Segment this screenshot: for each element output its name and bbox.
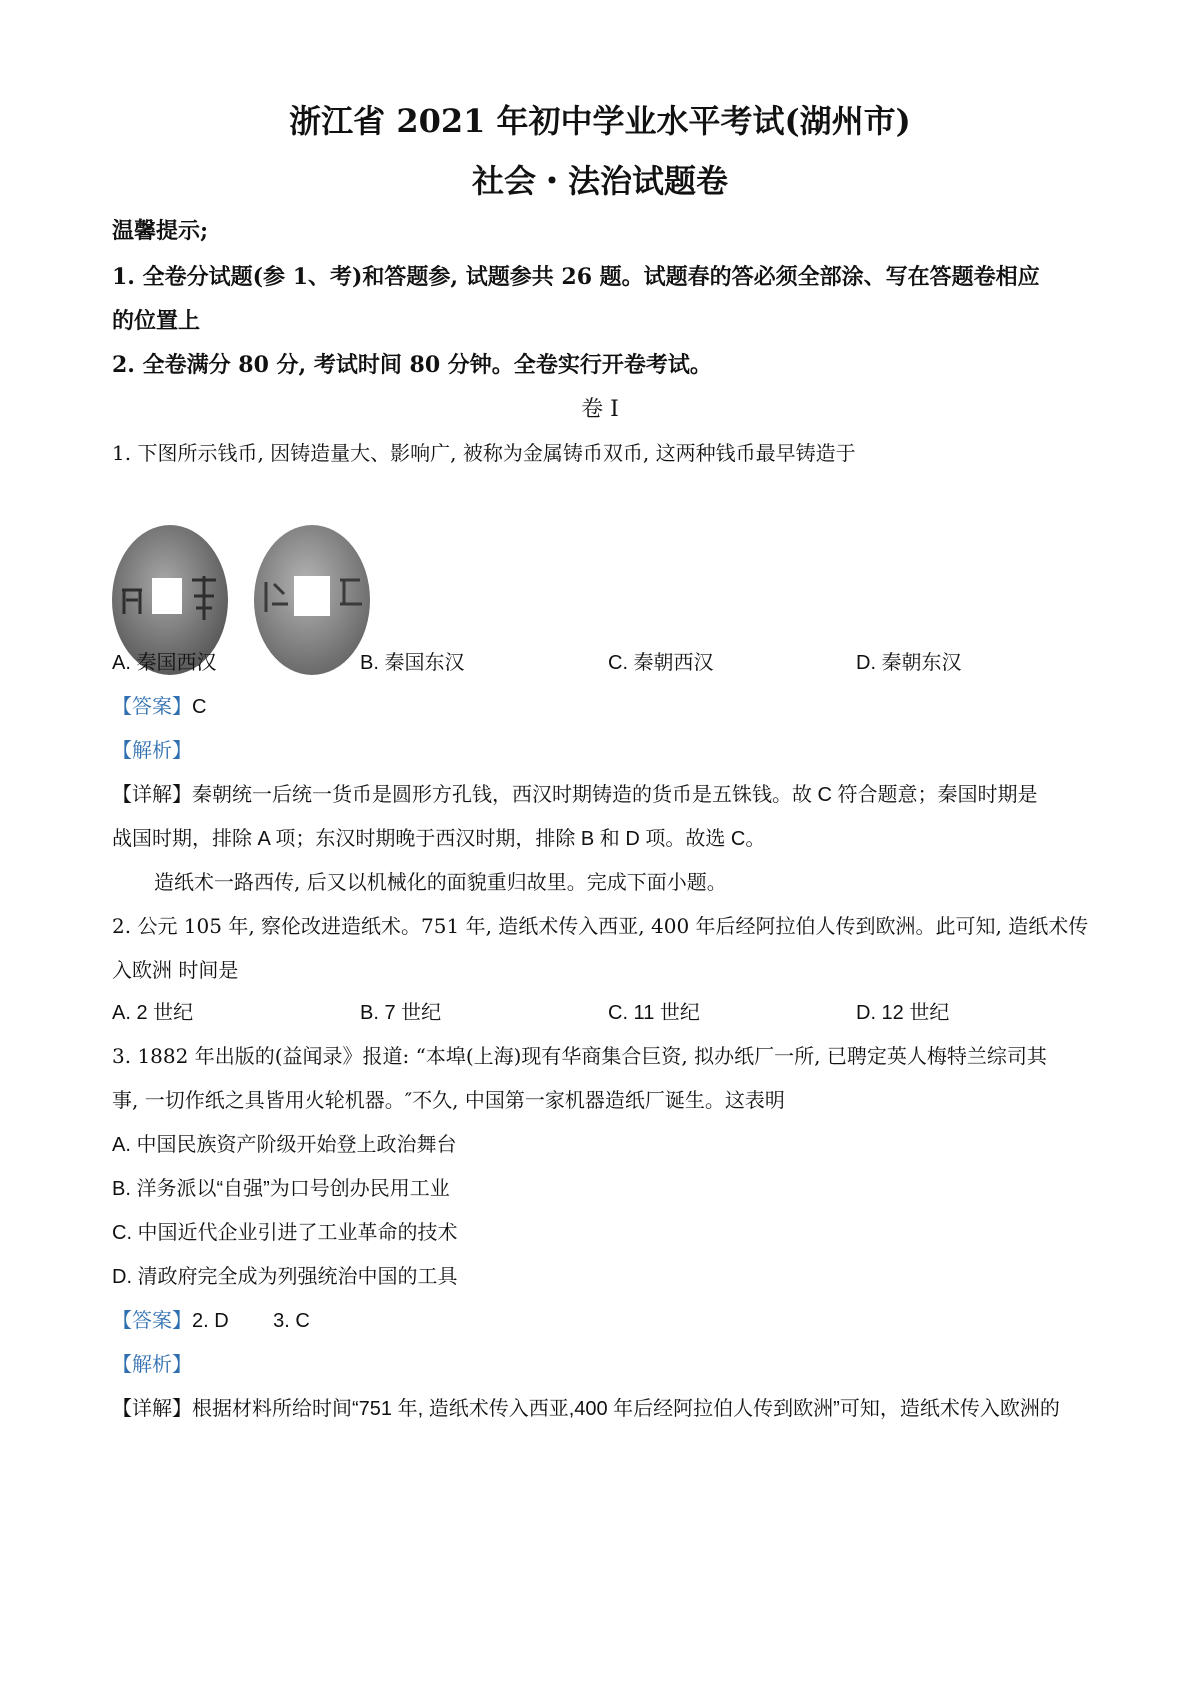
answer-tag: 【答案】 [112,696,192,718]
notice-item-1: 1. 全卷分试题(参 1、考)和答题参, 试题参共 26 题。试题春的答必须全部涂、写在答题卷相应 [112,264,1040,290]
q3-option-d: D. 清政府完全成为列强统治中国的工具 [112,1266,458,1288]
detail-text: 秦朝统一后统一货币是圆形方孔钱，西汉时期铸造的货币是五铢钱。故 C 符合题意；秦国时期是 [192,784,1038,806]
q1-option-b: B. 秦国东汉 [360,652,465,674]
exam-title: 浙江省 2021 年初中学业水平考试(湖州市) [289,102,911,140]
q3-option-a: A. 中国民族资产阶级开始登上政治舞台 [112,1134,457,1156]
detail-text: 根据材料所给时间“751 年, 造纸术传入西亚,400 年后经阿拉伯人传到欧洲”可知，造纸术传入欧洲的 [192,1398,1060,1420]
q3-stem-cont: 事, 一切作纸之具皆用火轮机器。″不久, 中国第一家机器造纸厂诞生。这表明 [112,1088,785,1112]
q1-detail [112,778,1038,807]
q1-detail-cont: 战国时期，排除 A 项；东汉时期晚于西汉时期，排除 B 和 D 项。故选 C。 [112,828,766,850]
q1-answer [112,690,206,719]
q1-option-c: C. 秦朝西汉 [608,652,714,674]
detail-tag: 【详解】 [112,784,192,806]
q2-option-b: B. 7 世纪 [360,1002,442,1024]
q2-q3-detail [112,1392,1060,1421]
q2-q3-analysis-tag: 【解析】 [112,1354,192,1376]
material-intro: 造纸术一路西传, 后又以机械化的面貌重归故里。完成下面小题。 [154,870,727,894]
exam-subtitle: 社会・法治试题卷 [471,162,728,200]
q3-option-c: C. 中国近代企业引进了工业革命的技术 [112,1222,458,1244]
q2-option-c: C. 11 世纪 [608,1002,700,1024]
q2-stem-cont: 入欧洲 时间是 [112,958,239,982]
answer-value: 2. D 3. C [192,1310,310,1332]
q1-stem: 1. 下图所示钱币, 因铸造量大、影响广, 被称为金属铸币双币, 这两种钱币最早铸造于 [112,441,856,465]
notice-item-1-cont: 的位置上 [112,308,201,334]
q2-option-a: A. 2 世纪 [112,1002,194,1024]
q2-option-d: D. 12 世纪 [856,1002,950,1024]
detail-tag: 【详解】 [112,1398,192,1420]
q2-q3-answer [112,1304,310,1333]
notice-heading: 温馨提示; [112,218,209,244]
q2-stem: 2. 公元 105 年, 察伦改进造纸术。751 年, 造纸术传入西亚, 400 年后经阿拉伯人传到欧洲。此可知, 造纸术传 [112,914,1089,938]
wuzhu-coin-image [254,525,370,675]
answer-value: C [192,696,207,718]
q1-option-a: A. 秦国西汉 [112,652,217,674]
q1-option-d: D. 秦朝东汉 [856,652,962,674]
answer-tag: 【答案】 [112,1310,192,1332]
section-heading: 卷 I [581,397,619,422]
q3-stem: 3. 1882 年出版的(益闻录》报道: “本埠(上海)现有华商集合巨资, 拟办纸厂一所, 已聘定英人梅特兰综司其 [112,1044,1047,1068]
q1-analysis-tag: 【解析】 [112,740,192,762]
notice-item-2: 2. 全卷满分 80 分, 考试时间 80 分钟。全卷实行开卷考试。 [112,352,712,378]
q3-option-b: B. 洋务派以“自强”为口号创办民用工业 [112,1178,450,1200]
